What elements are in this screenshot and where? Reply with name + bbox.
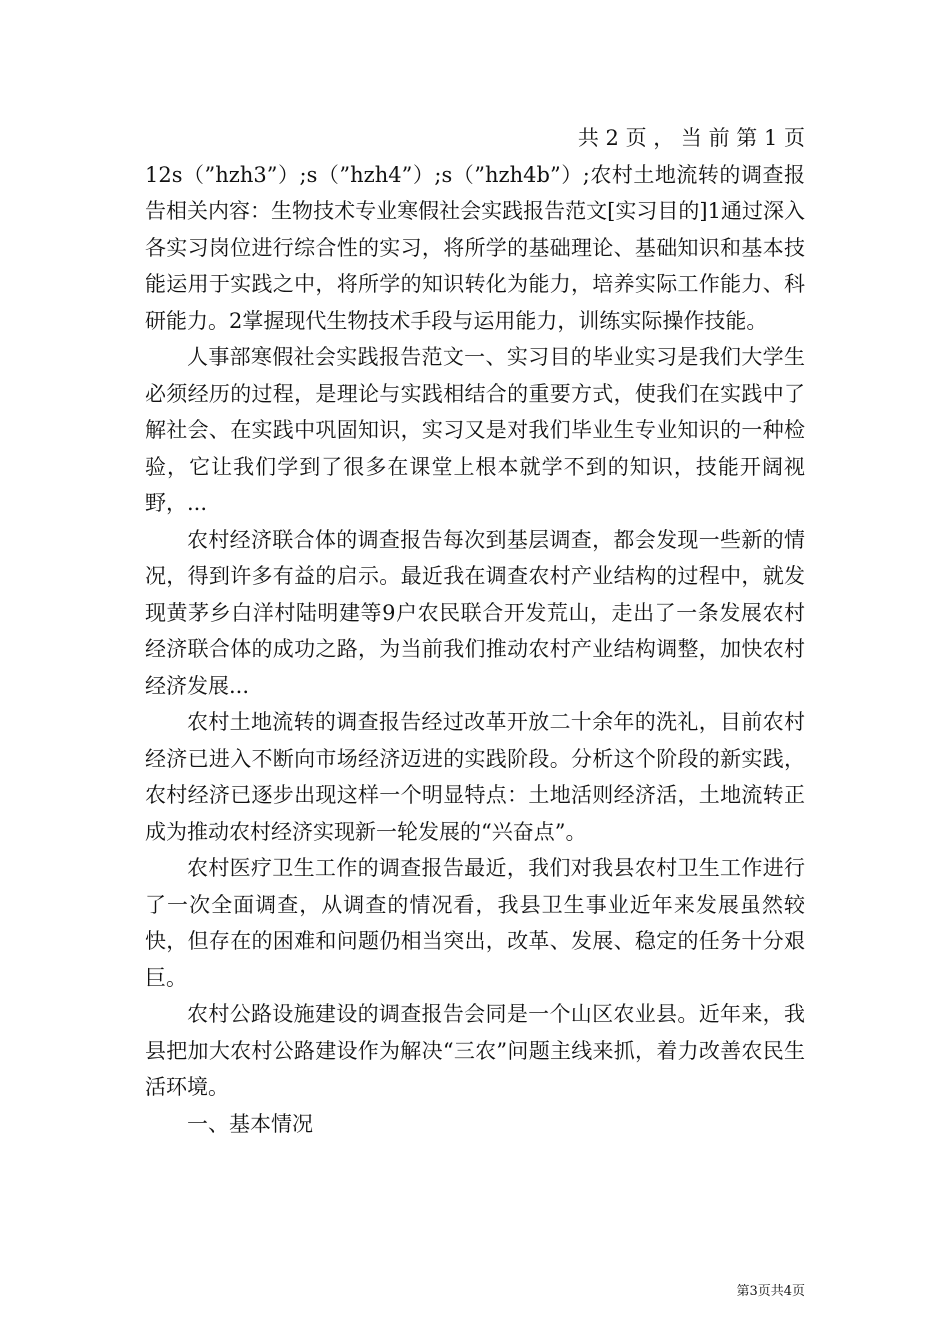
document-body — [145, 120, 805, 1142]
paragraph-intro: 12s（”hzh3”）;s（”hzh4”）;s（”hzh4b”）;农村土地流转的调查报告相关内容：生物技术专业寒假社会实践报告范文[实习目的]1通过深入各实习岗位进行综合性的实习，将所学的基础理论、基础知识和基本技能运用于实践之中，将所学的知识转化为能力，培养实际工作能力、科研能力。2掌握现代生物技术手段与运用能力，训练实际操作技能。 — [145, 162, 805, 333]
paragraph-medical: 农村医疗卫生工作的调查报告最近，我们对我县农村卫生工作进行了一次全面调查，从调查的情况看，我县卫生事业近年来发展虽然较快，但存在的困难和问题仍相当突出，改革、发展、稳定的任务十分艰巨。 — [145, 856, 805, 990]
paragraph-economic-union: 农村经济联合体的调查报告每次到基层调查，都会发现一些新的情况，得到许多有益的启示。最近我在调查农村产业结构的过程中，就发现黄茅乡白洋村陆明建等9户农民联合开发荒山，走出了一条发展农村经济联合体的成功之路，为当前我们推动农村产业结构调整，加快农村经济发展... — [145, 527, 805, 698]
page-indicator: 共 2 页 ， 当 前 第 1 页 — [577, 126, 805, 150]
paragraph-road: 农村公路设施建设的调查报告会同是一个山区农业县。近年来，我县把加大农村公路建设作为解决“三农”问题主线来抓，着力改善农民生活环境。 — [145, 1002, 805, 1099]
paragraph-renshibu: 人事部寒假社会实践报告范文一、实习目的毕业实习是我们大学生必须经历的过程，是理论与实践相结合的重要方式，使我们在实践中了解社会、在实践中巩固知识，实习又是对我们毕业生专业知识的一种检验，它让我们学到了很多在课堂上根本就学不到的知识，技能开阔视野，... — [145, 345, 805, 515]
section-heading: 一、基本情况 — [187, 1111, 313, 1136]
page-footer: 第3页共4页 — [736, 1284, 805, 1299]
paragraph-land-transfer: 农村土地流转的调查报告经过改革开放二十余年的洗礼，目前农村经济已进入不断向市场经济迈进的实践阶段。分析这个阶段的新实践，农村经济已逐步出现这样一个明显特点：土地活则经济活，土地流转正成为推动农村经济实现新一轮发展的“兴奋点”。 — [145, 710, 805, 844]
